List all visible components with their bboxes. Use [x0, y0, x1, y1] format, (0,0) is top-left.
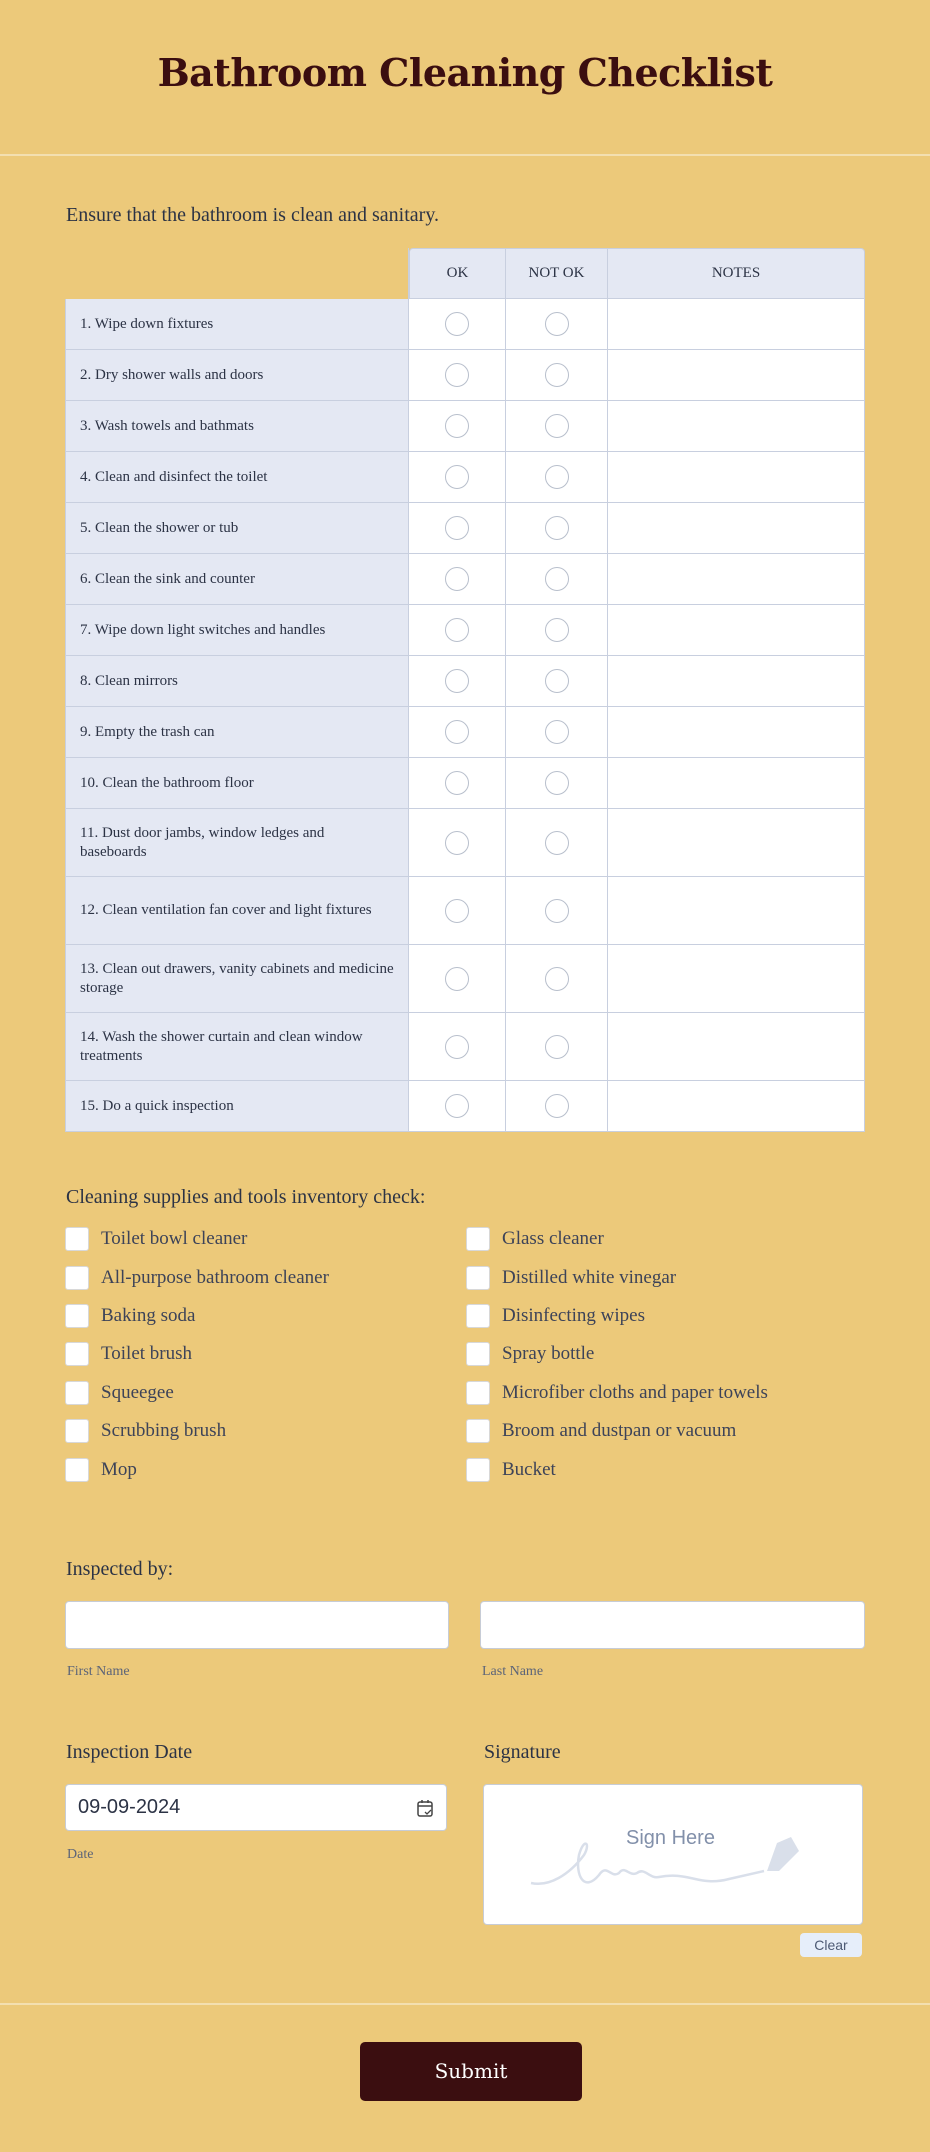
supply-checkbox-item[interactable] [65, 1258, 445, 1296]
first-name-input[interactable] [65, 1601, 449, 1649]
checklist-row [65, 809, 865, 877]
checklist-row [65, 877, 865, 945]
checkbox[interactable] [65, 1342, 89, 1366]
checkbox[interactable] [65, 1304, 89, 1328]
notes-cell[interactable] [608, 656, 865, 707]
task-label: 6. Clean the sink and counter [65, 554, 409, 605]
ok-cell [409, 1013, 506, 1081]
supply-checkbox-item[interactable] [65, 1297, 445, 1335]
not-ok-cell [506, 758, 608, 809]
task-label: 4. Clean and disinfect the toilet [65, 452, 409, 503]
not-ok-radio[interactable] [545, 669, 569, 693]
supply-checkbox-item[interactable] [65, 1335, 445, 1373]
checklist-row [65, 452, 865, 503]
not-ok-radio[interactable] [545, 899, 569, 923]
notes-cell[interactable] [608, 299, 865, 350]
checkbox[interactable] [466, 1419, 490, 1443]
not-ok-radio[interactable] [545, 567, 569, 591]
blank-header [65, 248, 409, 299]
ok-radio[interactable] [445, 516, 469, 540]
checklist-row [65, 299, 865, 350]
checkbox[interactable] [65, 1266, 89, 1290]
ok-radio[interactable] [445, 312, 469, 336]
not-ok-cell [506, 945, 608, 1013]
ok-cell [409, 299, 506, 350]
supply-checkbox-item[interactable] [65, 1374, 445, 1412]
not-ok-radio[interactable] [545, 1094, 569, 1118]
signature-pad[interactable] [483, 1784, 863, 1925]
ok-cell [409, 945, 506, 1013]
notes-cell[interactable] [608, 605, 865, 656]
date-value: 09-09-2024 [78, 1796, 181, 1818]
not-ok-cell [506, 605, 608, 656]
notes-cell[interactable] [608, 452, 865, 503]
supply-label: Disinfecting wipes [502, 1304, 646, 1326]
checkbox[interactable] [65, 1458, 89, 1482]
column-header-notes: NOTES [608, 248, 865, 299]
date-sublabel: Date [67, 1847, 94, 1862]
ok-radio[interactable] [445, 771, 469, 795]
task-label: 12. Clean ventilation fan cover and light fixtures [65, 877, 409, 945]
supply-label: Squeegee [101, 1381, 174, 1403]
checkbox[interactable] [466, 1458, 490, 1482]
last-name-input[interactable] [480, 1601, 865, 1649]
ok-cell [409, 554, 506, 605]
ok-radio[interactable] [445, 669, 469, 693]
footer-divider [0, 2003, 930, 2005]
supply-checkbox-item[interactable] [466, 1450, 866, 1488]
supply-label: Baking soda [101, 1304, 196, 1326]
ok-radio[interactable] [445, 465, 469, 489]
checkbox[interactable] [466, 1342, 490, 1366]
checkbox[interactable] [466, 1227, 490, 1251]
ok-radio[interactable] [445, 618, 469, 642]
not-ok-radio[interactable] [545, 720, 569, 744]
not-ok-radio[interactable] [545, 1035, 569, 1059]
not-ok-radio[interactable] [545, 363, 569, 387]
ok-cell [409, 401, 506, 452]
not-ok-radio[interactable] [545, 516, 569, 540]
ok-cell [409, 503, 506, 554]
ok-radio[interactable] [445, 899, 469, 923]
not-ok-cell [506, 554, 608, 605]
not-ok-cell [506, 299, 608, 350]
last-name-sublabel: Last Name [482, 1664, 544, 1679]
supply-checkbox-item[interactable] [65, 1450, 445, 1488]
task-label: 7. Wipe down light switches and handles [65, 605, 409, 656]
not-ok-cell [506, 656, 608, 707]
ok-radio[interactable] [445, 720, 469, 744]
checklist-row [65, 656, 865, 707]
notes-cell[interactable] [608, 877, 865, 945]
not-ok-cell [506, 707, 608, 758]
ok-radio[interactable] [445, 967, 469, 991]
checklist-row [65, 350, 865, 401]
ok-cell [409, 1081, 506, 1132]
submit-button[interactable]: Submit [360, 2042, 582, 2101]
checkbox[interactable] [466, 1381, 490, 1405]
checkbox[interactable] [65, 1419, 89, 1443]
column-header-ok: OK [409, 248, 506, 299]
notes-cell[interactable] [608, 809, 865, 877]
supply-checkbox-item[interactable] [466, 1297, 866, 1335]
task-label: 1. Wipe down fixtures [65, 299, 409, 350]
ok-radio[interactable] [445, 831, 469, 855]
checklist-row [65, 605, 865, 656]
checklist-row [65, 554, 865, 605]
checklist-row [65, 945, 865, 1013]
supply-checkbox-item[interactable] [466, 1335, 866, 1373]
checklist-row [65, 1081, 865, 1132]
supply-label: Distilled white vinegar [502, 1266, 677, 1288]
supply-label: Spray bottle [502, 1343, 595, 1365]
checkbox[interactable] [65, 1381, 89, 1405]
ok-cell [409, 350, 506, 401]
supplies-label: Cleaning supplies and tools inventory check: [66, 1186, 426, 1208]
ok-cell [409, 877, 506, 945]
notes-cell[interactable] [608, 945, 865, 1013]
checklist-intro: Ensure that the bathroom is clean and sanitary. [66, 204, 440, 226]
not-ok-cell [506, 809, 608, 877]
task-label: 14. Wash the shower curtain and clean window treatments [65, 1013, 409, 1081]
ok-radio[interactable] [445, 567, 469, 591]
supplies-left-column [65, 1220, 445, 1489]
supply-checkbox-item[interactable] [65, 1220, 445, 1258]
task-label: 9. Empty the trash can [65, 707, 409, 758]
notes-cell[interactable] [608, 350, 865, 401]
not-ok-radio[interactable] [545, 967, 569, 991]
not-ok-radio[interactable] [545, 312, 569, 336]
checklist-row [65, 758, 865, 809]
not-ok-radio[interactable] [545, 618, 569, 642]
supply-checkbox-item[interactable] [466, 1412, 866, 1450]
notes-cell[interactable] [608, 503, 865, 554]
supply-checkbox-item[interactable] [466, 1258, 866, 1296]
not-ok-cell [506, 401, 608, 452]
supply-label: Scrubbing brush [101, 1420, 227, 1442]
not-ok-cell [506, 503, 608, 554]
task-label: 3. Wash towels and bathmats [65, 401, 409, 452]
supply-checkbox-item[interactable] [466, 1220, 866, 1258]
checklist-row [65, 401, 865, 452]
notes-cell[interactable] [608, 758, 865, 809]
checkbox[interactable] [65, 1227, 89, 1251]
supply-label: Broom and dustpan or vacuum [502, 1420, 737, 1442]
ok-radio[interactable] [445, 1035, 469, 1059]
notes-cell[interactable] [608, 554, 865, 605]
supply-checkbox-item[interactable] [65, 1412, 445, 1450]
calendar-icon[interactable] [416, 1798, 434, 1818]
supply-label: Microfiber cloths and paper towels [502, 1381, 768, 1403]
ok-cell [409, 809, 506, 877]
task-label: 2. Dry shower walls and doors [65, 350, 409, 401]
ok-radio[interactable] [445, 363, 469, 387]
ok-radio[interactable] [445, 1094, 469, 1118]
supply-label: Toilet brush [101, 1343, 193, 1365]
supplies-right-column [466, 1220, 866, 1489]
not-ok-cell [506, 877, 608, 945]
first-name-sublabel: First Name [67, 1664, 130, 1679]
not-ok-radio[interactable] [545, 771, 569, 795]
not-ok-radio[interactable] [545, 465, 569, 489]
ok-radio[interactable] [445, 414, 469, 438]
inspection-date-label: Inspection Date [66, 1741, 193, 1763]
notes-cell[interactable] [608, 1081, 865, 1132]
clear-signature-button[interactable]: Clear [800, 1933, 862, 1957]
not-ok-cell [506, 350, 608, 401]
ok-cell [409, 656, 506, 707]
checkbox[interactable] [466, 1266, 490, 1290]
checklist-row [65, 503, 865, 554]
not-ok-cell [506, 1081, 608, 1132]
supply-checkbox-item[interactable] [466, 1374, 866, 1412]
form-title: Bathroom Cleaning Checklist [157, 50, 773, 95]
task-label: 5. Clean the shower or tub [65, 503, 409, 554]
not-ok-cell [506, 452, 608, 503]
notes-cell[interactable] [608, 1013, 865, 1081]
ok-cell [409, 452, 506, 503]
not-ok-radio[interactable] [545, 414, 569, 438]
ok-cell [409, 758, 506, 809]
ok-cell [409, 605, 506, 656]
notes-cell[interactable] [608, 401, 865, 452]
notes-cell[interactable] [608, 707, 865, 758]
checklist-table [65, 248, 865, 1132]
task-label: 11. Dust door jambs, window ledges and baseboards [65, 809, 409, 877]
task-label: 15. Do a quick inspection [65, 1081, 409, 1132]
supply-label: Toilet bowl cleaner [101, 1228, 248, 1250]
supply-label: Bucket [502, 1458, 556, 1480]
supply-label: Mop [101, 1458, 137, 1480]
checklist-row [65, 1013, 865, 1081]
supply-label: All-purpose bathroom cleaner [101, 1266, 329, 1288]
inspected-by-label: Inspected by: [66, 1558, 174, 1580]
signature-label: Signature [484, 1741, 561, 1763]
header-divider [0, 154, 930, 156]
signature-scribble-icon [529, 1835, 829, 1895]
task-label: 13. Clean out drawers, vanity cabinets and medicine storage [65, 945, 409, 1013]
supply-label: Glass cleaner [502, 1228, 604, 1250]
column-header-not-ok: NOT OK [506, 248, 608, 299]
date-input[interactable] [65, 1784, 447, 1831]
not-ok-cell [506, 1013, 608, 1081]
checklist-row [65, 707, 865, 758]
sign-here-placeholder: Sign Here [626, 1827, 715, 1849]
task-label: 8. Clean mirrors [65, 656, 409, 707]
task-label: 10. Clean the bathroom floor [65, 758, 409, 809]
ok-cell [409, 707, 506, 758]
checkbox[interactable] [466, 1304, 490, 1328]
not-ok-radio[interactable] [545, 831, 569, 855]
